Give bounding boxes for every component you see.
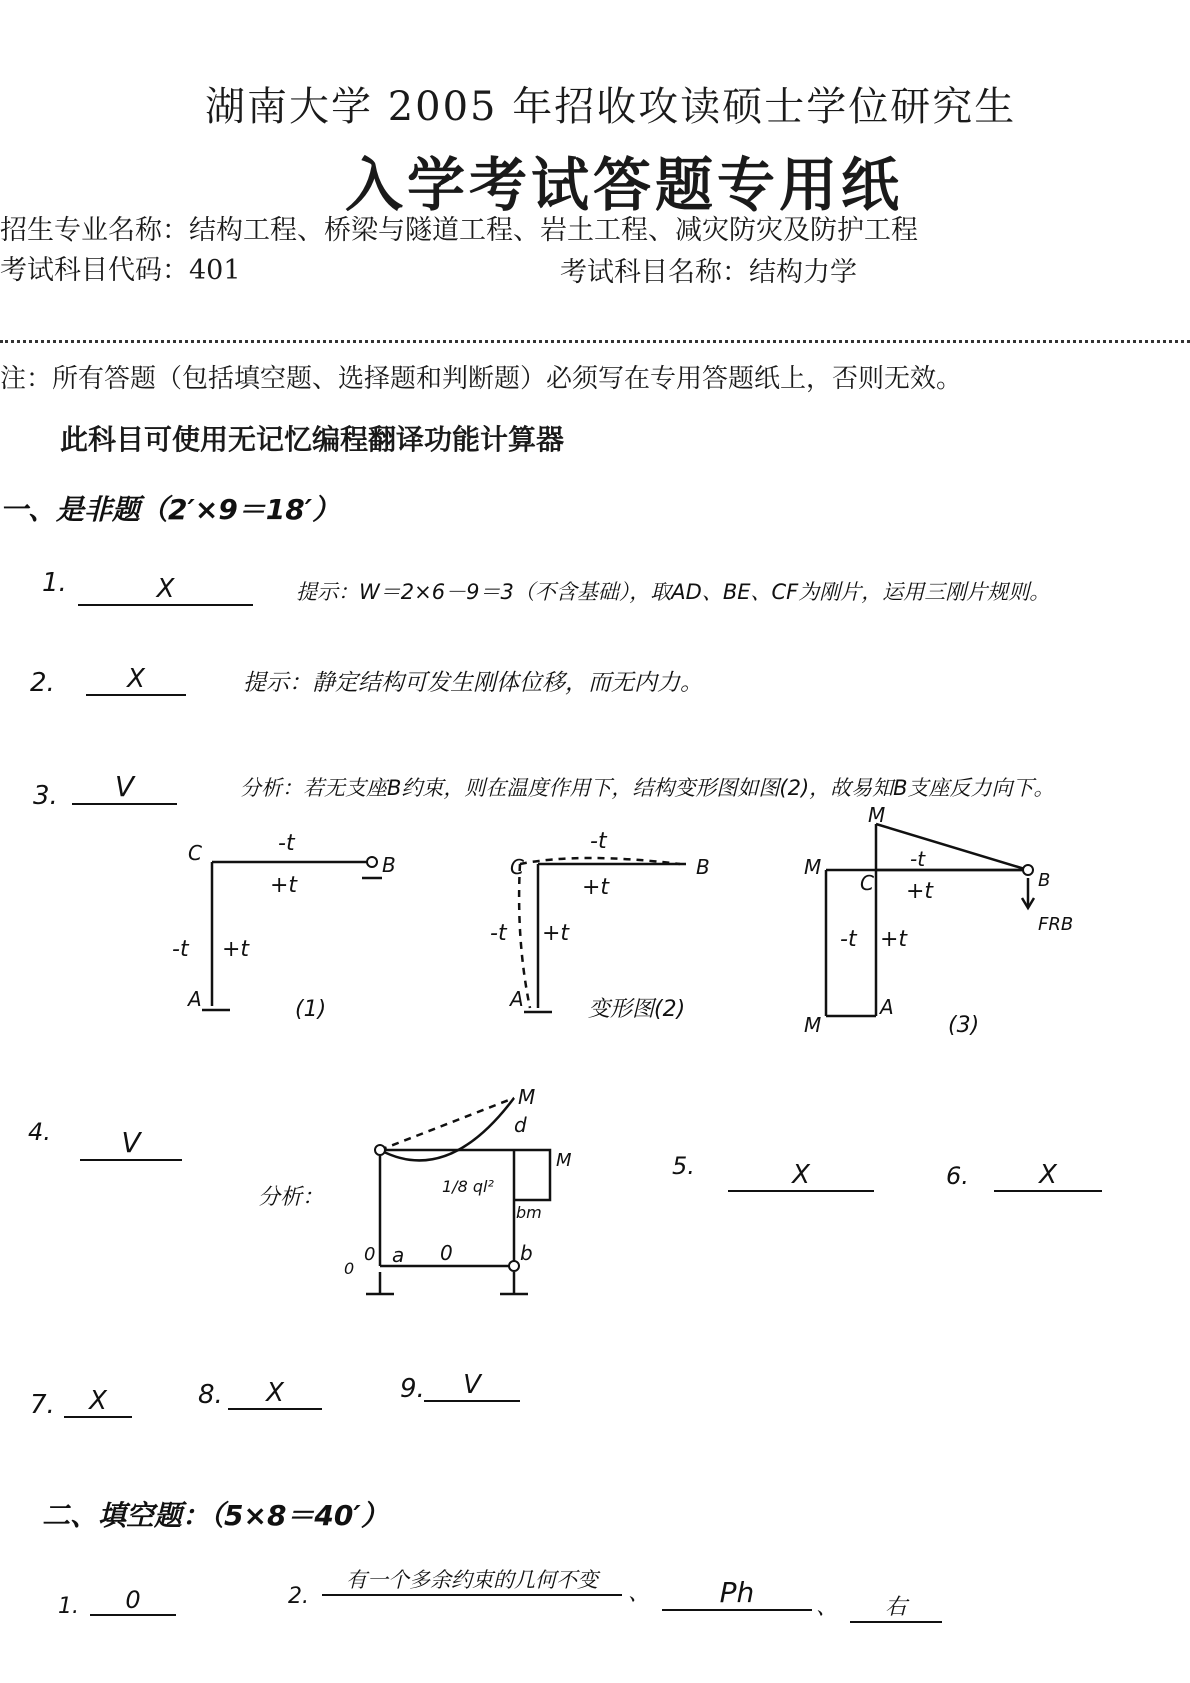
fig1-label-A: A — [188, 987, 202, 1011]
q9-answer: V — [424, 1370, 520, 1402]
fig3-t-in: +t — [906, 879, 934, 904]
section1-heading: 一、是非题（2′×9＝18′） — [0, 493, 341, 526]
s2-q2-number: 2. — [288, 1584, 309, 1609]
q4-analysis-label: 分析： — [258, 1185, 325, 1210]
q2-answer: X — [86, 664, 186, 696]
fig2-label-A: A — [510, 987, 524, 1011]
q6-answer: X — [994, 1160, 1102, 1192]
fig4-d: d — [514, 1113, 527, 1137]
fig2-t-right: +t — [542, 921, 570, 946]
fig4-zero1: 0 — [440, 1241, 453, 1265]
fig1-t-left: -t — [172, 937, 189, 962]
q6-number: 6. — [946, 1162, 969, 1190]
fig4-zero3: 0 — [344, 1259, 355, 1278]
fig1-t-top: -t — [278, 831, 295, 856]
q8-answer: X — [228, 1378, 322, 1410]
q3-number: 3. — [33, 781, 58, 811]
fig4-b: b — [520, 1241, 533, 1265]
fig3-M-left: M — [804, 855, 822, 879]
subject-row — [560, 250, 857, 289]
fig4-M2: M — [556, 1150, 572, 1171]
q1-number: 1. — [42, 568, 67, 598]
calculator-notice: 此科目可使用无记忆编程翻译功能计算器 — [60, 423, 565, 456]
fig2-t-top: -t — [590, 829, 607, 854]
fig3-M-top: M — [868, 803, 886, 827]
code-label: 考试科目代码： — [0, 255, 189, 286]
frame-figure-1 — [150, 820, 410, 1040]
s2-q2-separator: 、 — [628, 1581, 651, 1606]
q5-number: 5. — [672, 1152, 695, 1180]
s2-q2-answer-b: Ph — [662, 1576, 812, 1611]
fig1-label-C: C — [188, 841, 202, 865]
notice-text: 注：所有答题（包括填空题、选择题和判断题）必须写在专用答题纸上，否则无效。 — [0, 364, 963, 394]
subject-label: 考试科目名称： — [560, 257, 749, 288]
s2-q1-answer: 0 — [90, 1586, 176, 1616]
frame-figure-4 — [330, 1085, 590, 1310]
q5-answer: X — [728, 1160, 874, 1192]
fig3-M-bottom: M — [804, 1013, 822, 1037]
q1-answer: X — [78, 574, 253, 606]
q1-hint: 提示：W＝2×6－9＝3（不含基础），取AD、BE、CF为刚片，运用三刚片规则。 — [296, 580, 1051, 604]
major-label: 招生专业名称： — [0, 215, 189, 246]
separator-dotted-line — [0, 340, 1190, 343]
paper-title: 入学考试答题专用纸 — [345, 151, 904, 219]
q8-number: 8. — [198, 1380, 223, 1410]
fig4-zero2: 0 — [364, 1244, 376, 1265]
q3-hint: 分析：若无支座B约束，则在温度作用下，结构变形图如图(2)，故易知B支座反力向下。 — [240, 776, 1055, 800]
q9-number: 9. — [400, 1374, 425, 1404]
q2-hint: 提示：静定结构可发生刚体位移，而无内力。 — [243, 670, 703, 696]
q4-number: 4. — [28, 1118, 51, 1146]
subject-value: 结构力学 — [749, 257, 857, 288]
fig3-label-A: A — [880, 995, 894, 1019]
fig2-caption: 变形图(2) — [588, 997, 686, 1022]
s2-q2-answer-a: 有一个多余约束的几何不变 — [322, 1564, 622, 1596]
fig4-M1: M — [518, 1085, 536, 1109]
s2-q1-number: 1. — [58, 1594, 79, 1619]
q7-number: 7. — [30, 1390, 55, 1420]
major-value: 结构工程、桥梁与隧道工程、岩土工程、减灾防灾及防护工程 — [189, 215, 918, 246]
fig1-label-B: B — [382, 853, 396, 877]
fig4-load-label: 1/8 ql² — [442, 1177, 494, 1196]
q7-answer: X — [64, 1386, 132, 1418]
major-row — [0, 208, 918, 247]
fig1-t-in: +t — [270, 873, 298, 898]
fig3-label-FRB: FRB — [1038, 914, 1074, 935]
university-line: 湖南大学 2005 年招收攻读硕士学位研究生 — [205, 84, 1017, 130]
fig3-label-B: B — [1038, 870, 1051, 891]
fig2-label-B: B — [696, 855, 710, 879]
fig3-t-left: -t — [840, 927, 857, 952]
fig2-t-in: +t — [582, 875, 610, 900]
fig3-t-right: +t — [880, 927, 908, 952]
s2-q2-separator-2: 、 — [816, 1595, 839, 1620]
code-row — [0, 248, 241, 287]
fig2-t-left: -t — [490, 921, 507, 946]
fig3-t-top: -t — [910, 847, 926, 871]
fig4-a: a — [392, 1243, 405, 1267]
frame-figure-3-moment — [800, 803, 1100, 1040]
q2-number: 2. — [30, 668, 55, 698]
fig1-caption: (1) — [295, 997, 327, 1022]
q3-answer: V — [72, 770, 177, 805]
fig3-caption: (3) — [948, 1013, 980, 1038]
frame-figure-2-deformed — [490, 820, 740, 1040]
q4-answer: V — [80, 1126, 182, 1161]
fig1-t-right: +t — [222, 937, 250, 962]
section2-heading: 二、填空题：（5×8＝40′） — [42, 1499, 389, 1532]
s2-q2-answer-c: 右 — [850, 1590, 942, 1623]
fig4-bm-label: bm — [516, 1203, 542, 1222]
fig3-label-C: C — [860, 871, 874, 895]
fig2-label-C: C — [510, 855, 524, 879]
code-value: 401 — [189, 255, 241, 286]
